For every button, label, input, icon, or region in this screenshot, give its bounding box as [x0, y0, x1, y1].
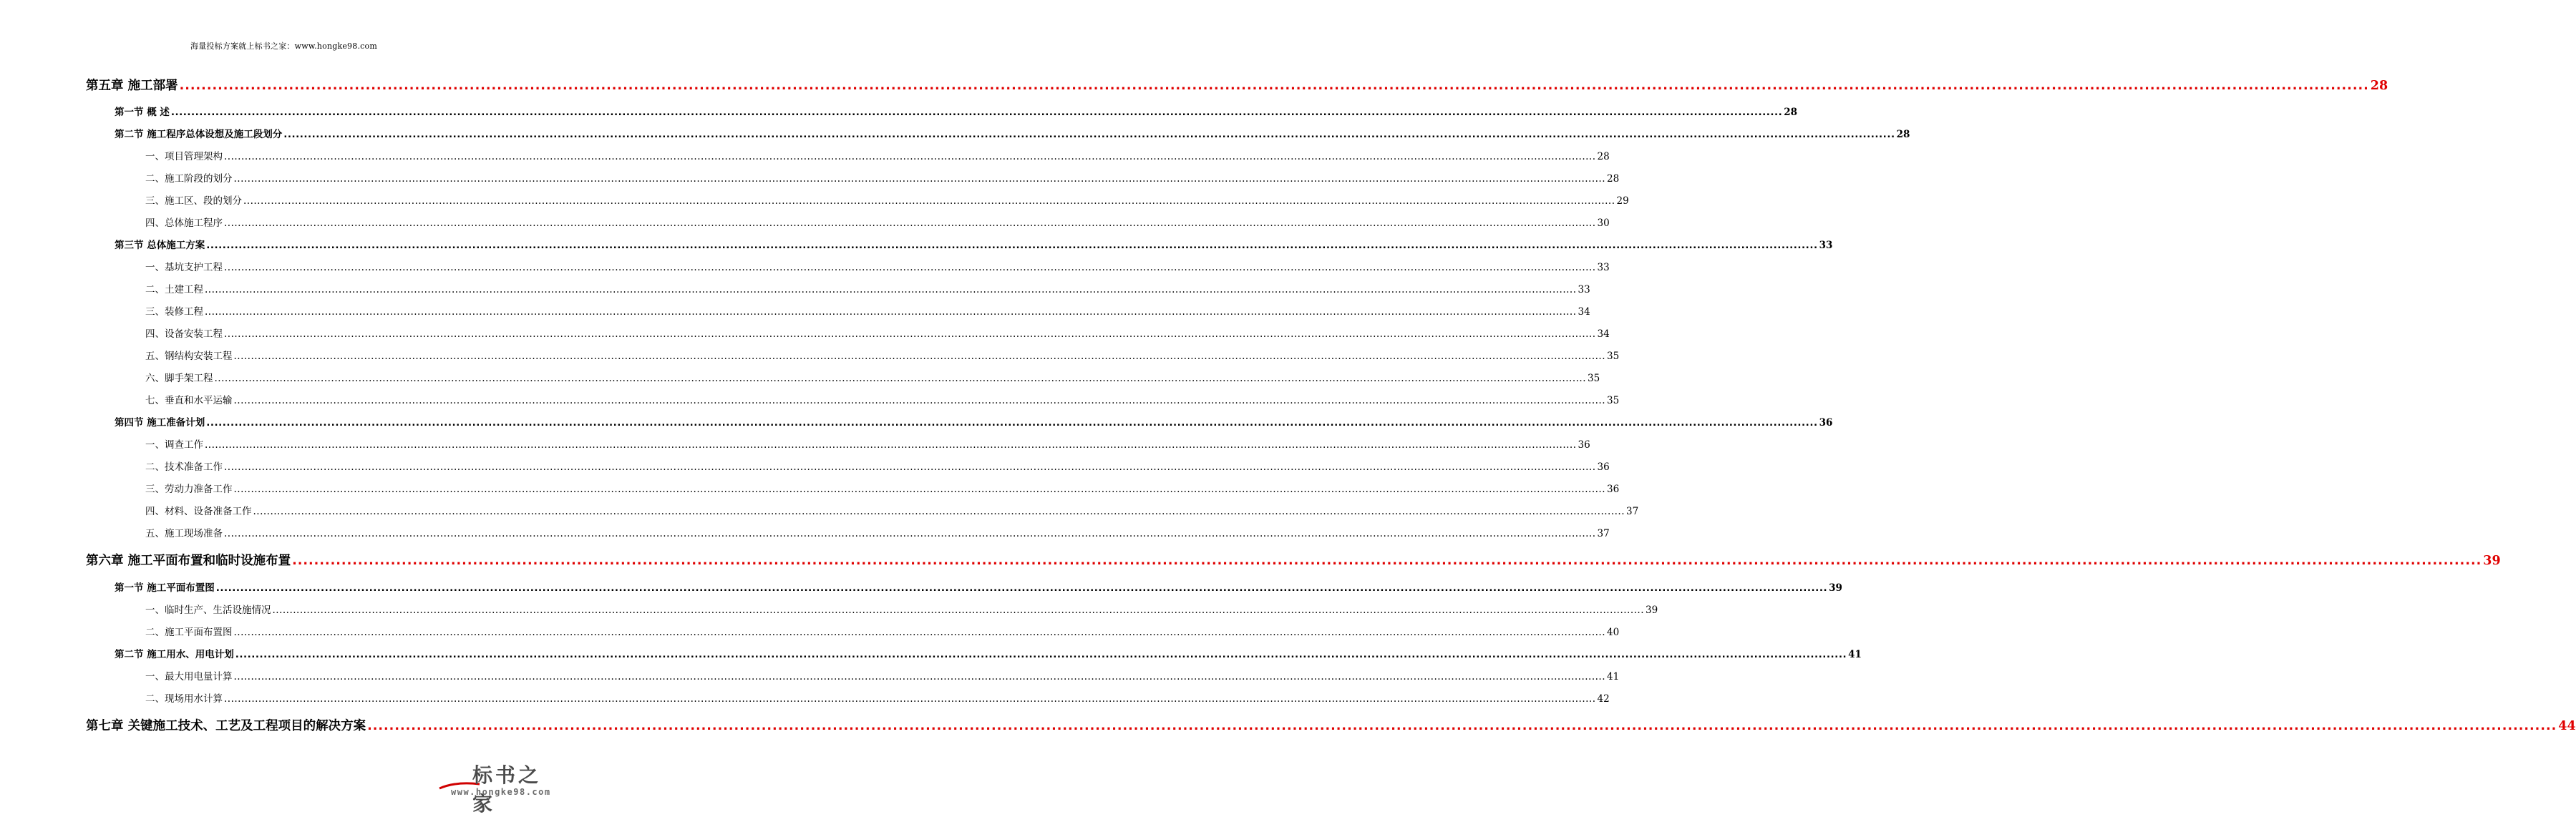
- toc-leader-dots: ................................................................................................................................................................................................................................................................................................................................................................................................................: [253, 506, 1625, 517]
- toc-entry-label: 一、项目管理架构: [145, 151, 223, 162]
- toc-entry-label: 第二节 施工程序总体设想及施工段划分: [115, 129, 283, 140]
- toc-entry-level3[interactable]: [145, 348, 1620, 362]
- toc-entry-level3[interactable]: [145, 326, 1610, 340]
- toc-leader-dots: ................................................................................................................................................................................................................................................................................................................................................................................................................: [224, 693, 1596, 705]
- toc-entry-level3[interactable]: [145, 259, 1610, 273]
- toc-entry-level3[interactable]: [145, 170, 1620, 185]
- toc-entry-label: 第一节 施工平面布置图: [115, 582, 215, 594]
- toc-entry-label: 一、临时生产、生活设施情况: [145, 605, 271, 616]
- toc-page-number: 37: [1626, 506, 1639, 517]
- toc-entry-label: 六、脚手架工程: [145, 373, 213, 384]
- toc-leader-dots: ................................................................................................................................................................................................................................................................................................................................................................................................................: [224, 217, 1596, 229]
- toc-page-number: 28: [1597, 151, 1610, 162]
- toc-leader-dots: ................................................................................................................................................................................................................................................................................................................................................................................................................: [283, 129, 1895, 140]
- toc-leader-dots: ................................................................................................................................................................................................................................................................................................................................................................................................................: [292, 554, 2482, 568]
- toc-page-number: 35: [1607, 395, 1620, 406]
- site-logo: [438, 760, 560, 816]
- toc-entry-level3[interactable]: [145, 668, 1620, 683]
- toc-page-number: 37: [1597, 528, 1610, 539]
- toc-entry-label: 第五章 施工部署: [86, 79, 178, 93]
- toc-leader-dots: ................................................................................................................................................................................................................................................................................................................................................................................................................: [179, 79, 2369, 93]
- toc-page-number: 28: [1784, 107, 1798, 118]
- toc-leader-dots: ................................................................................................................................................................................................................................................................................................................................................................................................................: [205, 306, 1577, 318]
- toc-page-number: 39: [2483, 554, 2501, 568]
- toc-entry-level3[interactable]: [145, 148, 1610, 162]
- toc-entry-label: 二、现场用水计算: [145, 693, 223, 705]
- toc-entry-label: 四、设备安装工程: [145, 328, 223, 340]
- toc-entry-label: 二、施工阶段的划分: [145, 173, 233, 185]
- toc-leader-dots: ................................................................................................................................................................................................................................................................................................................................................................................................................: [224, 461, 1596, 473]
- logo-title: 标书之家: [472, 763, 542, 816]
- toc-entry-level3[interactable]: [145, 503, 1639, 517]
- toc-page-number: 30: [1597, 217, 1610, 229]
- toc-entry-level2[interactable]: [115, 126, 1910, 140]
- toc-page-number: 34: [1597, 328, 1610, 340]
- page-header: 海量投标方案就上标书之家：www.hongke98.com: [190, 41, 377, 51]
- toc-entry-label: 二、施工平面布置图: [145, 627, 233, 638]
- toc-page-number: 34: [1578, 306, 1590, 318]
- toc-entry-label: 五、施工现场准备: [145, 528, 223, 539]
- toc-entry-label: 二、技术准备工作: [145, 461, 223, 473]
- toc-entry-label: 三、劳动力准备工作: [145, 484, 233, 495]
- toc-entry-label: 一、基坑支护工程: [145, 262, 223, 273]
- toc-leader-dots: ................................................................................................................................................................................................................................................................................................................................................................................................................: [235, 649, 1847, 660]
- toc-entry-label: 三、施工区、段的划分: [145, 195, 242, 207]
- toc-entry-level1[interactable]: [86, 716, 2576, 734]
- toc-leader-dots: ................................................................................................................................................................................................................................................................................................................................................................................................................: [224, 151, 1596, 162]
- toc-entry-label: 第三节 总体施工方案: [115, 240, 205, 251]
- toc-leader-dots: ................................................................................................................................................................................................................................................................................................................................................................................................................: [233, 484, 1606, 495]
- toc-entry-level2[interactable]: [115, 414, 1833, 429]
- toc-entry-level2[interactable]: [115, 237, 1833, 251]
- toc-page-number: 35: [1607, 351, 1620, 362]
- toc-leader-dots: ................................................................................................................................................................................................................................................................................................................................................................................................................: [224, 328, 1596, 340]
- toc-page-number: 36: [1597, 461, 1610, 473]
- toc-entry-label: 一、最大用电量计算: [145, 671, 233, 683]
- toc-leader-dots: ................................................................................................................................................................................................................................................................................................................................................................................................................: [224, 262, 1596, 273]
- toc-page-number: 39: [1646, 605, 1658, 616]
- toc-entry-label: 第二节 施工用水、用电计划: [115, 649, 234, 660]
- toc-entry-level1[interactable]: [86, 551, 2501, 569]
- toc-entry-level2[interactable]: [115, 646, 1862, 660]
- toc-entry-label: 一、调查工作: [145, 439, 203, 451]
- toc-leader-dots: ................................................................................................................................................................................................................................................................................................................................................................................................................: [233, 173, 1606, 185]
- toc-entry-label: 第一节 概 述: [115, 107, 170, 118]
- toc-page-number: 33: [1819, 240, 1833, 251]
- logo-url: www.hongke98.com: [451, 787, 551, 797]
- toc-page-number: 28: [1607, 173, 1620, 185]
- toc-entry-level2[interactable]: [115, 104, 1798, 118]
- toc-leader-dots: ................................................................................................................................................................................................................................................................................................................................................................................................................: [233, 351, 1606, 362]
- toc-page-number: 33: [1578, 284, 1590, 295]
- toc-page-number: 40: [1607, 627, 1620, 638]
- toc-leader-dots: ................................................................................................................................................................................................................................................................................................................................................................................................................: [205, 284, 1577, 295]
- toc-entry-level3[interactable]: [145, 370, 1600, 384]
- toc-entry-label: 第六章 施工平面布置和临时设施布置: [86, 554, 291, 568]
- toc-page-number: 41: [1848, 649, 1862, 660]
- toc-entry-level3[interactable]: [145, 392, 1620, 406]
- toc-leader-dots: ................................................................................................................................................................................................................................................................................................................................................................................................................: [272, 605, 1645, 616]
- toc-entry-level1[interactable]: [86, 76, 2388, 94]
- toc-leader-dots: ................................................................................................................................................................................................................................................................................................................................................................................................................: [206, 240, 1818, 251]
- toc-entry-level3[interactable]: [145, 690, 1610, 705]
- toc-entry-level2[interactable]: [115, 579, 1842, 594]
- toc-leader-dots: ................................................................................................................................................................................................................................................................................................................................................................................................................: [205, 439, 1577, 451]
- toc-leader-dots: ................................................................................................................................................................................................................................................................................................................................................................................................................: [170, 107, 1783, 118]
- toc-entry-level3[interactable]: [145, 481, 1620, 495]
- toc-entry-level3[interactable]: [145, 459, 1610, 473]
- toc-leader-dots: ................................................................................................................................................................................................................................................................................................................................................................................................................: [243, 195, 1615, 207]
- toc-page-number: 36: [1578, 439, 1590, 451]
- toc-leader-dots: ................................................................................................................................................................................................................................................................................................................................................................................................................: [233, 671, 1606, 683]
- toc-page-number: 33: [1597, 262, 1610, 273]
- toc-entry-level3[interactable]: [145, 303, 1590, 318]
- toc-page-number: 41: [1607, 671, 1620, 683]
- toc-page-number: 29: [1616, 195, 1629, 207]
- toc-page-number: 35: [1588, 373, 1600, 384]
- toc-leader-dots: ................................................................................................................................................................................................................................................................................................................................................................................................................: [233, 395, 1606, 406]
- toc-entry-level3[interactable]: [145, 436, 1590, 451]
- toc-entry-label: 五、钢结构安装工程: [145, 351, 233, 362]
- toc-page-number: 39: [1829, 582, 1842, 594]
- toc-entry-level3[interactable]: [145, 215, 1610, 229]
- toc-leader-dots: ................................................................................................................................................................................................................................................................................................................................................................................................................: [367, 719, 2557, 733]
- toc-leader-dots: ................................................................................................................................................................................................................................................................................................................................................................................................................: [215, 582, 1828, 594]
- toc-entry-label: 第七章 关键施工技术、工艺及工程项目的解决方案: [86, 719, 366, 733]
- toc-leader-dots: ................................................................................................................................................................................................................................................................................................................................................................................................................: [214, 373, 1587, 384]
- toc-entry-label: 四、材料、设备准备工作: [145, 506, 252, 517]
- toc-entry-level3[interactable]: [145, 602, 1658, 616]
- toc-page-number: 42: [1597, 693, 1610, 705]
- toc-page-number: 44: [2558, 719, 2576, 733]
- toc-leader-dots: ................................................................................................................................................................................................................................................................................................................................................................................................................: [224, 528, 1596, 539]
- toc-entry-level3[interactable]: [145, 525, 1610, 539]
- toc-entry-label: 二、土建工程: [145, 284, 203, 295]
- toc-page-number: 28: [2370, 79, 2388, 93]
- toc-leader-dots: ................................................................................................................................................................................................................................................................................................................................................................................................................: [233, 627, 1606, 638]
- toc-page-number: 36: [1819, 417, 1833, 429]
- toc-leader-dots: ................................................................................................................................................................................................................................................................................................................................................................................................................: [206, 417, 1818, 429]
- toc-entry-level3[interactable]: [145, 624, 1620, 638]
- toc-page-number: 28: [1896, 129, 1910, 140]
- toc-entry-level3[interactable]: [145, 281, 1590, 295]
- toc-entry-level3[interactable]: [145, 192, 1629, 207]
- toc-page-number: 36: [1607, 484, 1620, 495]
- toc-entry-label: 三、装修工程: [145, 306, 203, 318]
- toc-entry-label: 四、总体施工程序: [145, 217, 223, 229]
- toc-entry-label: 第四节 施工准备计划: [115, 417, 205, 429]
- toc-entry-label: 七、垂直和水平运输: [145, 395, 233, 406]
